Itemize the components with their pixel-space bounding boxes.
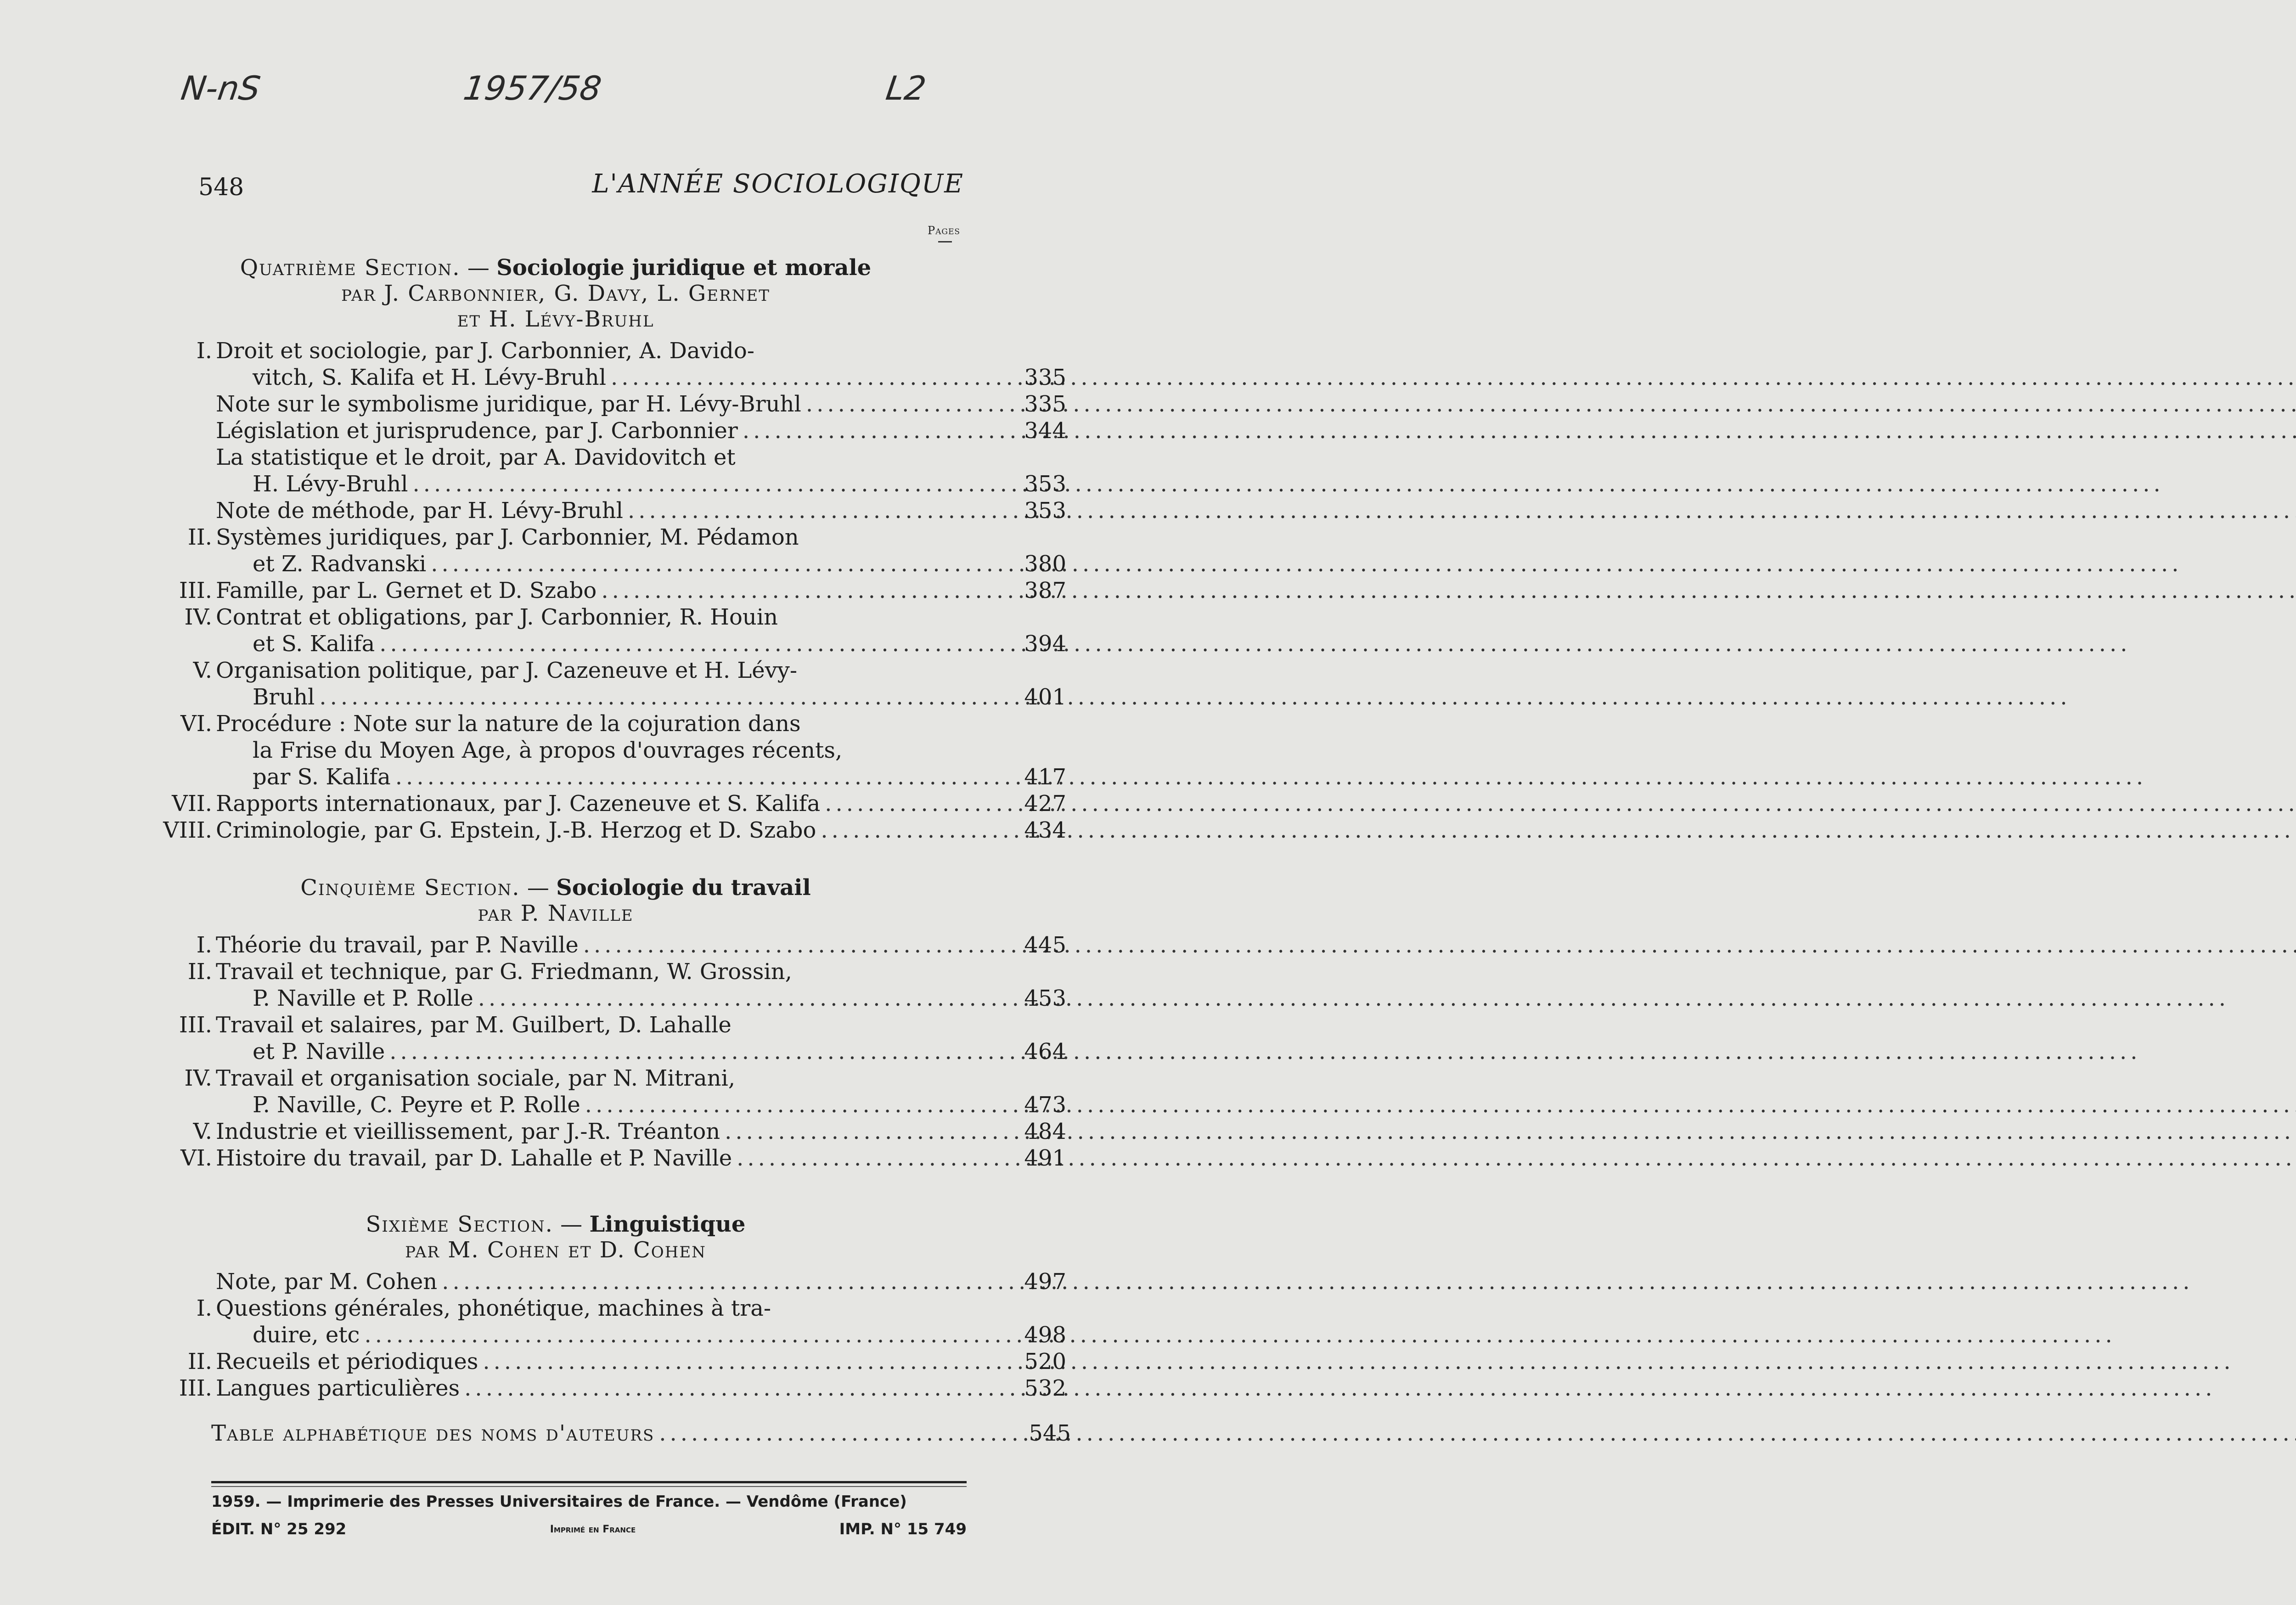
toc-entry xyxy=(180,1145,1066,1171)
toc-entry xyxy=(216,417,1066,444)
toc-entry xyxy=(179,577,1066,604)
toc-entry xyxy=(196,1295,1066,1348)
toc-entry xyxy=(187,524,1066,577)
entry-text: et Z. Radvanski xyxy=(253,551,427,577)
toc-entry xyxy=(184,604,1066,657)
entry-number: III. xyxy=(179,1375,212,1401)
entry-text: et S. Kalifa xyxy=(253,631,375,657)
entry-number: II. xyxy=(187,524,212,550)
entry-page: 491 xyxy=(1024,1145,1066,1171)
entry-text: Travail et organisation sociale, par N. Mitrani, xyxy=(216,1065,736,1091)
toc-entry xyxy=(179,1012,1066,1065)
page-number: 548 xyxy=(198,174,244,201)
entry-number: I. xyxy=(196,338,212,364)
entry-text: Bruhl xyxy=(253,684,315,710)
entry-number: VII. xyxy=(172,791,212,817)
section-authors: par J. Carbonnier, G. Davy, L. Gernet xyxy=(341,281,770,306)
dot-leader xyxy=(611,364,2296,391)
pages-label-rule xyxy=(938,241,952,242)
entry-page: 498 xyxy=(1024,1322,1066,1348)
section-heading: Cinquième Section. — Sociologie du travail par P. Naville xyxy=(165,875,946,926)
section-authors: par P. Naville xyxy=(478,901,634,926)
entry-text: Criminologie, par G. Epstein, J.-B. Herzog et D. Szabo xyxy=(216,817,816,843)
entry-number: V. xyxy=(193,658,212,683)
entry-page: 417 xyxy=(1024,764,1066,790)
entry-page: 464 xyxy=(1024,1039,1066,1064)
entry-page: 532 xyxy=(1024,1375,1066,1401)
dot-leader xyxy=(431,551,2182,577)
entry-number: I. xyxy=(196,932,212,958)
toc-entry xyxy=(216,444,1066,497)
entry-text: par S. Kalifa xyxy=(253,764,391,790)
toc-entry xyxy=(193,1118,1066,1145)
document-page xyxy=(0,0,1071,1605)
entry-page: 344 xyxy=(1024,418,1066,444)
dot-leader xyxy=(659,1420,2296,1447)
handwritten-mark-left: N-nS xyxy=(179,69,263,107)
entry-text: Travail et technique, par G. Friedmann, W. Grossin, xyxy=(216,959,792,985)
section-heading: Sixième Section. — Linguistique par M. Cohen et D. Cohen xyxy=(165,1211,946,1263)
entry-page: 453 xyxy=(1024,986,1066,1011)
entry-number: VI. xyxy=(180,711,212,737)
entry-number: V. xyxy=(193,1119,212,1144)
entry-number: VIII. xyxy=(163,817,212,843)
handwritten-mark-right: L2 xyxy=(884,69,929,107)
entry-page: 497 xyxy=(1024,1269,1066,1295)
footer-rule-thin xyxy=(211,1486,967,1487)
entry-text: Recueils et périodiques xyxy=(216,1349,478,1374)
entry-text: La statistique et le droit, par A. Davidovitch et xyxy=(216,445,736,470)
dot-leader xyxy=(319,684,2071,710)
entry-text: H. Lévy-Bruhl xyxy=(253,471,408,497)
toc-entry xyxy=(187,1348,1066,1375)
entry-text: Note, par M. Cohen xyxy=(216,1269,438,1295)
toc-entry xyxy=(187,958,1066,1012)
entry-number: III. xyxy=(179,1012,212,1038)
entry-number: II. xyxy=(187,959,212,985)
entry-page: 445 xyxy=(1024,932,1066,958)
entry-text: duire, etc xyxy=(253,1322,360,1348)
toc-entry xyxy=(163,817,1066,844)
dot-leader xyxy=(364,1322,2116,1348)
pages-column-label: Pages xyxy=(927,224,960,237)
dot-leader xyxy=(478,985,2229,1012)
dot-leader xyxy=(583,932,2296,958)
entry-page: 387 xyxy=(1024,578,1066,603)
entry-text: Note sur le symbolisme juridique, par H. Lévy-Bruhl xyxy=(216,391,801,417)
entry-page: 520 xyxy=(1024,1349,1066,1374)
dot-leader xyxy=(379,631,2131,657)
entry-text: Systèmes juridiques, par J. Carbonnier, M. Pédamon xyxy=(216,524,799,550)
entry-page: 427 xyxy=(1024,791,1066,817)
impression-number: IMP. N° 15 749 xyxy=(839,1520,967,1538)
author-index-entry xyxy=(211,1420,1071,1447)
entry-page: 484 xyxy=(1024,1119,1066,1144)
footer-rule xyxy=(211,1481,967,1483)
entry-text: P. Naville, C. Peyre et P. Rolle xyxy=(253,1092,580,1118)
entry-text: Contrat et obligations, par J. Carbonnier, R. Houin xyxy=(216,604,778,630)
entry-page: 401 xyxy=(1024,684,1066,710)
entry-page: 473 xyxy=(1024,1092,1066,1118)
entry-text: Organisation politique, par J. Cazeneuve et H. Lévy- xyxy=(216,658,798,683)
toc-entry xyxy=(196,932,1066,958)
entry-page: 353 xyxy=(1024,471,1066,497)
dot-leader xyxy=(464,1375,2216,1402)
entry-number: VI. xyxy=(180,1145,212,1171)
toc-entry xyxy=(216,1268,1066,1295)
entry-text: P. Naville et P. Rolle xyxy=(253,986,473,1011)
edition-number: ÉDIT. N° 25 292 xyxy=(211,1520,347,1538)
dot-leader xyxy=(389,1038,2141,1065)
entry-text: et P. Naville xyxy=(253,1039,385,1064)
section-heading: Quatrième Section. — Sociologie juridique et morale par J. Carbonnier, G. Davy, L. Gernet et H. Lévy-Bruhl xyxy=(165,255,946,332)
entry-text: Travail et salaires, par M. Guilbert, D. Lahalle xyxy=(216,1012,732,1038)
colophon xyxy=(211,1492,967,1538)
entry-page: 434 xyxy=(1024,817,1066,843)
entry-page: 335 xyxy=(1024,365,1066,390)
toc-entry xyxy=(193,657,1066,710)
handwritten-mark-center: 1957/58 xyxy=(461,69,604,107)
entry-number: IV. xyxy=(184,1065,212,1091)
dot-leader xyxy=(628,497,2296,524)
toc-entry xyxy=(179,1375,1066,1402)
entry-text: Langues particulières xyxy=(216,1375,460,1401)
entry-text: vitch, S. Kalifa et H. Lévy-Bruhl xyxy=(253,365,607,390)
entry-text: Note de méthode, par H. Lévy-Bruhl xyxy=(216,498,623,524)
entry-number: I. xyxy=(196,1295,212,1321)
printer-line: 1959. — Imprimerie des Presses Universitaires de France. — Vendôme (France) xyxy=(211,1492,907,1511)
running-title: L'ANNÉE SOCIOLOGIQUE xyxy=(592,169,964,199)
entry-text: Famille, par L. Gernet et D. Szabo xyxy=(216,578,597,603)
dot-leader xyxy=(737,1145,2296,1171)
entry-text: la Frise du Moyen Age, à propos d'ouvrages récents, xyxy=(253,738,843,763)
entry-page: 380 xyxy=(1024,551,1066,577)
entry-text: Questions générales, phonétique, machines à tra- xyxy=(216,1295,771,1321)
entry-number: III. xyxy=(179,578,212,603)
dot-leader xyxy=(413,471,2164,497)
toc-entry xyxy=(172,790,1066,817)
entry-text: Droit et sociologie, par J. Carbonnier, A. Davido- xyxy=(216,338,754,364)
entry-text: Législation et jurisprudence, par J. Carbonnier xyxy=(216,418,738,444)
entry-page: 545 xyxy=(1029,1420,1071,1446)
printed-in-france: Imprimé en France xyxy=(550,1523,636,1535)
section-authors: et H. Lévy-Bruhl xyxy=(457,306,654,332)
toc-entry xyxy=(216,497,1066,524)
entry-page: 394 xyxy=(1024,631,1066,657)
section-authors: par M. Cohen et D. Cohen xyxy=(405,1237,706,1263)
dot-leader xyxy=(725,1118,2296,1145)
entry-text: Table alphabétique des noms d'auteurs xyxy=(211,1420,655,1446)
entry-text: Industrie et vieillissement, par J.-R. Tréanton xyxy=(216,1119,720,1144)
entry-text: Procédure : Note sur la nature de la cojuration dans xyxy=(216,711,801,737)
entry-number: IV. xyxy=(184,604,212,630)
entry-text: Théorie du travail, par P. Naville xyxy=(216,932,579,958)
dot-leader xyxy=(395,764,2147,790)
dot-leader xyxy=(483,1348,2234,1375)
entry-page: 335 xyxy=(1024,391,1066,417)
entry-text: Histoire du travail, par D. Lahalle et P. Naville xyxy=(216,1145,732,1171)
toc-entry xyxy=(216,391,1066,417)
toc-entry xyxy=(180,710,1066,790)
toc-entry xyxy=(196,338,1066,391)
dot-leader xyxy=(601,577,2296,604)
entry-page: 353 xyxy=(1024,498,1066,524)
entry-number: II. xyxy=(187,1349,212,1374)
dot-leader xyxy=(442,1268,2193,1295)
entry-text: Rapports internationaux, par J. Cazeneuve et S. Kalifa xyxy=(216,791,821,817)
dot-leader xyxy=(585,1092,2296,1118)
dot-leader xyxy=(743,417,2296,444)
toc-entry xyxy=(184,1065,1066,1118)
